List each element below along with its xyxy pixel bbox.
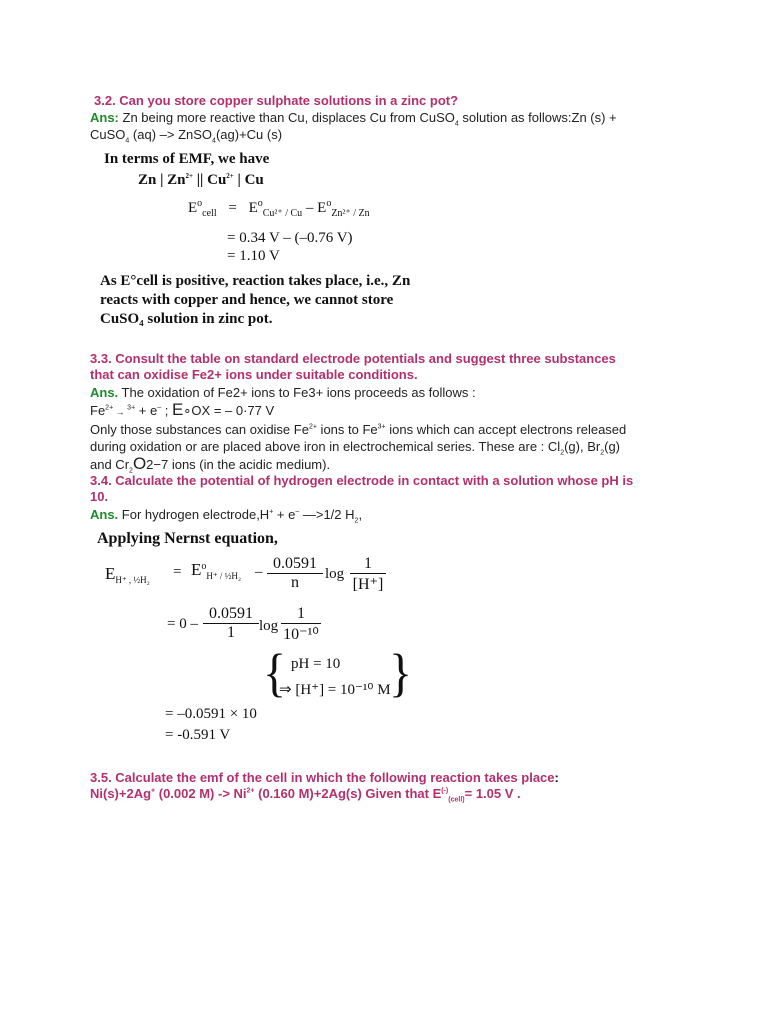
question-line: 3.5. Calculate the emf of the cell in which the following reaction takes place: [90, 770, 555, 785]
superscript: 2+: [308, 423, 317, 431]
subscript: 4: [125, 137, 130, 145]
question-line: 3.4. Calculate the potential of hydrogen electrode in contact with a solution whose pH is: [90, 473, 634, 488]
answer-text: (ag)+Cu (s): [215, 127, 283, 142]
superscript: o: [197, 198, 203, 209]
answer-text: Zn being more reactive than Cu, displaces Cu from CuSO: [118, 110, 455, 125]
superscript: +: [269, 508, 274, 516]
e-h-lhs: [105, 564, 150, 584]
superscript: 3+: [377, 423, 386, 431]
subscript: 4: [454, 120, 459, 128]
answer-text: and Cr: [90, 457, 130, 472]
answer-text: 2−7 ions (in the acidic medium).: [146, 457, 331, 472]
nernst-scan-image: [95, 528, 415, 748]
fraction-1-h: [350, 555, 386, 594]
equals: =: [228, 200, 237, 216]
conclusion-1: As E°cell is positive, reaction takes place, i.e., Zn: [100, 273, 411, 289]
ans-label: Ans:: [90, 110, 119, 125]
fraction-0591-n: [267, 555, 323, 592]
conclusion-3: CuSO₄ solution in zinc pot.: [100, 311, 273, 327]
question-3-4: [90, 473, 680, 505]
numerator: 0.0591: [273, 555, 317, 572]
numerator: 0.0591: [209, 605, 253, 622]
question-line: Ni(s)+2Ag: [90, 786, 152, 801]
answer-text: (aq) –> ZnSO: [129, 127, 213, 142]
calc-line: = 0.34 V – (–0.76 V): [227, 230, 353, 246]
answer-text: ,: [358, 507, 363, 522]
e-symbol: E: [248, 200, 258, 216]
eq-text: ;: [161, 403, 172, 418]
question-line: 10.: [90, 489, 109, 504]
cell-notation: [138, 172, 264, 189]
superscript: 2+: [226, 172, 234, 180]
denominator: 10⁻¹⁰: [281, 623, 321, 644]
answer-text: The oxidation of Fe2+ ions to Fe3+ ions proceeds as follows :: [118, 385, 476, 400]
superscript: 3+: [127, 404, 136, 412]
denominator: 1: [203, 623, 259, 642]
question-line: 3.3. Consult the table on standard electrode potentials and suggest three substances: [90, 351, 616, 366]
superscript: –: [157, 404, 162, 412]
numerator: 1: [297, 605, 305, 622]
conclusion-2: reacts with copper and hence, we cannot store: [100, 292, 394, 308]
subscript: Zn²⁺ / Zn: [331, 208, 370, 219]
question-line: that can oxidise Fe2+ ions under suitable conditions.: [90, 367, 418, 382]
question-line: (0.002 M) -> Ni: [155, 786, 247, 801]
cell-text: | Cu: [233, 172, 264, 188]
equals: =: [173, 564, 182, 580]
question-3-3: [90, 351, 680, 383]
e-symbol: E: [191, 560, 202, 579]
question-3-5: [90, 770, 680, 802]
final-result: = -0.591 V: [165, 727, 231, 743]
answer-text: Only those substances can oxidise Fe: [90, 422, 309, 437]
answer-text: O: [132, 454, 147, 473]
subscript: H⁺ / ½H₂: [206, 571, 242, 581]
answer-text: (g): [604, 439, 621, 454]
e-cell-equation: [188, 200, 370, 217]
answer-text: ions to Fe: [316, 422, 378, 437]
answer-text: + e: [273, 507, 296, 522]
superscript: 2+: [246, 787, 255, 795]
oxidation-equation: [90, 401, 680, 421]
left-brace: {: [263, 644, 287, 703]
fraction-1-10: [281, 605, 321, 644]
superscript: 2+: [105, 404, 114, 412]
superscript: (-): [441, 787, 449, 795]
eq-text: Fe: [90, 403, 106, 418]
e-symbol: E: [188, 200, 198, 216]
question-line: :: [554, 770, 559, 785]
eq-text: + e: [135, 403, 158, 418]
log-label: log: [259, 618, 279, 634]
question-line: = 1.05 V .: [464, 786, 521, 801]
superscript: o: [326, 198, 332, 209]
minus: –: [305, 200, 314, 216]
fraction-0591-1: [203, 605, 259, 642]
superscript: o: [201, 561, 207, 572]
subscript: 4: [212, 137, 216, 145]
answer-3-4: [90, 506, 680, 523]
numerator: 1: [364, 555, 372, 572]
result-line: = 1.10 V: [227, 248, 280, 264]
product-line: = –0.0591 × 10: [165, 706, 257, 722]
question-line: (0.160 M)+2Ag(s) Given that E: [254, 786, 442, 801]
nernst-intro: Applying Nernst equation,: [97, 530, 278, 547]
answer-3-3: [90, 384, 680, 473]
denominator: n: [267, 573, 323, 592]
answer-text: during oxidation or are placed above iron in electrochemical series. These are : Cl: [90, 439, 561, 454]
answer-text: —>1/2 H: [299, 507, 355, 522]
superscript: 2+: [185, 172, 193, 180]
log-label: log: [325, 566, 345, 582]
question-3-2: 3.2. Can you store copper sulphate solutions in a zinc pot?: [94, 93, 459, 108]
substitution-lhs: = 0 –: [167, 616, 198, 632]
answer-text: For hydrogen electrode,H: [118, 507, 270, 522]
answer-3-2: [90, 109, 680, 143]
e0-term: [191, 560, 241, 580]
subscript: (cell): [448, 796, 465, 804]
ans-label: Ans.: [90, 507, 119, 522]
eq-text: →: [113, 407, 128, 417]
answer-text: ions which can accept electrons released: [385, 422, 627, 437]
ans-label: Ans.: [90, 385, 119, 400]
denominator: [H⁺]: [350, 573, 386, 594]
subscript: cell: [202, 208, 217, 219]
emf-scan-image: [100, 148, 410, 333]
subscript: Cu²⁺ / Cu: [262, 208, 303, 219]
e-symbol: E: [317, 200, 327, 216]
superscript: +: [151, 787, 156, 795]
subscript: 2: [354, 517, 359, 525]
subscript: 2: [129, 467, 133, 475]
cell-text: Zn | Zn: [138, 172, 186, 188]
eq-text: E: [171, 400, 184, 419]
superscript: o: [257, 198, 263, 209]
right-brace: }: [389, 644, 413, 703]
eq-text: ∘OX = – 0·77 V: [183, 403, 275, 418]
subscript: H⁺ , ½H₂: [115, 575, 150, 585]
answer-text: (g), Br: [564, 439, 601, 454]
subscript: 2: [560, 449, 565, 457]
subscript: 2: [600, 449, 605, 457]
cell-text: || Cu: [193, 172, 227, 188]
answer-text: CuSO: [90, 127, 126, 142]
h-conc-line: ⇒ [H⁺] = 10⁻¹⁰ M: [279, 682, 391, 698]
superscript: –: [295, 508, 300, 516]
emf-intro: In terms of EMF, we have: [104, 151, 270, 167]
e-symbol: E: [105, 564, 116, 583]
answer-text: solution as follows:Zn (s) +: [458, 110, 617, 125]
minus: –: [255, 564, 263, 580]
ph-line: pH = 10: [291, 656, 341, 672]
